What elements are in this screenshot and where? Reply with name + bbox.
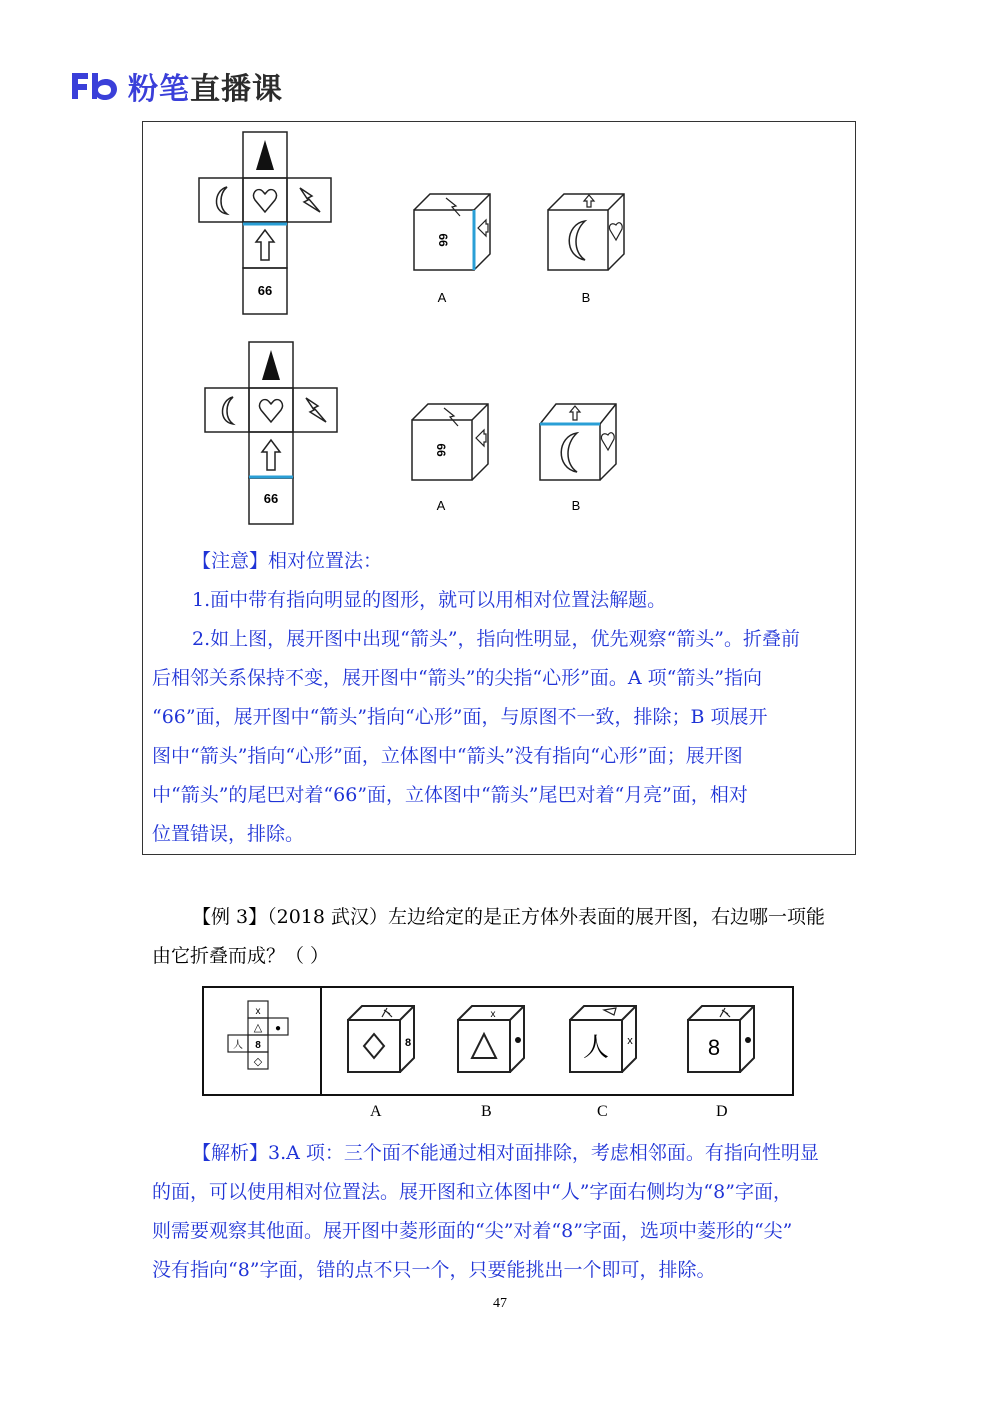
- cube-d-front-8: 8: [707, 1035, 721, 1060]
- option-labels: [0, 1103, 1000, 1125]
- cube-a-1: [414, 194, 490, 270]
- option-a-label: A: [436, 498, 446, 513]
- analysis-line-3: 则需要观察其他面。展开图中菱形面的“尖”对着“8”字面，选项中菱形的“尖”: [152, 1220, 793, 1242]
- net-face-8: 8: [255, 1040, 261, 1051]
- note-point-2-line-2: 后相邻关系保持不变，展开图中“箭头”的尖指“心形”面。A 项“箭头”指向: [152, 667, 763, 689]
- figure-2: [196, 338, 581, 528]
- net-face-triangle: △: [253, 1022, 263, 1034]
- net-66-label: 66: [257, 283, 273, 298]
- cube-c-side-x: x: [627, 1035, 633, 1047]
- figure-1: [190, 128, 591, 318]
- option-c: C: [597, 1103, 608, 1120]
- option-b-label: B: [581, 290, 591, 305]
- lightning-icon: [444, 408, 458, 426]
- lightning-icon: [300, 188, 320, 212]
- analysis-line-1-text: 3.A 项：三个面不能通过相对面排除，考虑相邻面。有指向性明显: [268, 1142, 819, 1164]
- ren-icon: [720, 1008, 730, 1017]
- note-point-2-line-1: 2.如上图，展开图中出现“箭头”，指向性明显，优先观察“箭头”。折叠前: [192, 628, 800, 650]
- dot-icon: [745, 1037, 751, 1043]
- note-section: [152, 542, 852, 854]
- dot-icon: [515, 1037, 521, 1043]
- option-b-label: B: [571, 498, 581, 513]
- lightning-icon: [446, 198, 460, 216]
- up-arrow-icon: [256, 230, 274, 260]
- triangle-icon: [262, 350, 280, 380]
- triangle-icon: [256, 140, 274, 170]
- option-a-label: A: [437, 290, 447, 305]
- note-point-2-line-6: 位置错误，排除。: [152, 823, 305, 845]
- net-66-label: 66: [263, 491, 279, 506]
- cube-a-side-8: 8: [404, 1037, 412, 1049]
- triangle-icon: [472, 1034, 496, 1058]
- moon-icon: [216, 187, 227, 214]
- fb-logo-icon: [70, 69, 122, 103]
- note-point-2-line-4: 图中“箭头”指向“心形”面，立体图中“箭头”没有指向“心形”面；展开图: [152, 745, 743, 767]
- puzzle-svg: [204, 988, 792, 1094]
- moon-icon: [222, 397, 233, 424]
- up-arrow-icon: [262, 440, 280, 470]
- note-point-2-line-3: “66”面，展开图中“箭头”指向“心形”面，与原图不一致，排除；B 项展开: [152, 706, 768, 728]
- example-line-2: 由它折叠而成？（ ）: [152, 945, 330, 967]
- brand-suffix: 直播课: [190, 72, 283, 107]
- note-title: 【注意】相对位置法：: [192, 550, 383, 572]
- example-line-1: 【例 3】（2018 武汉）左边给定的是正方体外表面的展开图，右边哪一项能: [192, 906, 826, 928]
- cube-66-label: 66: [436, 233, 450, 247]
- analysis-line-2: 的面，可以使用相对位置法。展开图和立体图中“人”字面右侧均为“8”字面，: [152, 1181, 792, 1203]
- diamond-icon: [364, 1034, 384, 1058]
- note-point-2-line-5: 中“箭头”的尾巴对着“66”面，立体图中“箭头”尾巴对着“月亮”面，相对: [152, 784, 748, 806]
- cube-a-2: [412, 404, 488, 480]
- page-number: 47: [493, 1296, 507, 1311]
- analysis-prefix: 【解析】: [192, 1142, 269, 1164]
- option-d: D: [716, 1103, 728, 1120]
- heart-icon: [260, 400, 283, 422]
- option-b: B: [481, 1103, 492, 1120]
- triangle-icon: [604, 1008, 616, 1015]
- net-face-diamond: ◇: [253, 1056, 263, 1068]
- arrow-icon: [478, 220, 488, 236]
- arrow-icon: [476, 430, 486, 446]
- cube-b-top-x: x: [490, 1009, 496, 1020]
- net-face-x: x: [255, 1006, 261, 1017]
- brand-logo: [70, 66, 283, 106]
- note-point-1: 1.面中带有指向明显的图形，就可以用相对位置法解题。: [192, 589, 667, 611]
- analysis-section: [152, 1134, 852, 1290]
- cube-66-label: 66: [434, 443, 448, 457]
- analysis-line-4: 没有指向“8”字面，错的点不只一个，只要能挑出一个即可，排除。: [152, 1259, 716, 1281]
- net-face-dot: ●: [274, 1023, 282, 1034]
- option-a: A: [370, 1103, 382, 1120]
- puzzle-figure: [202, 986, 794, 1096]
- example-question: [152, 898, 852, 976]
- net-face-ren: 人: [233, 1040, 243, 1051]
- heart-icon: [254, 190, 277, 212]
- brand-name: [128, 64, 283, 108]
- lightning-icon: [306, 398, 326, 422]
- analysis-line-1: [152, 1134, 852, 1173]
- cube-c-front-ren: 人: [582, 1032, 610, 1062]
- brand-prefix: 粉笔: [128, 72, 190, 107]
- ren-icon: [382, 1008, 392, 1017]
